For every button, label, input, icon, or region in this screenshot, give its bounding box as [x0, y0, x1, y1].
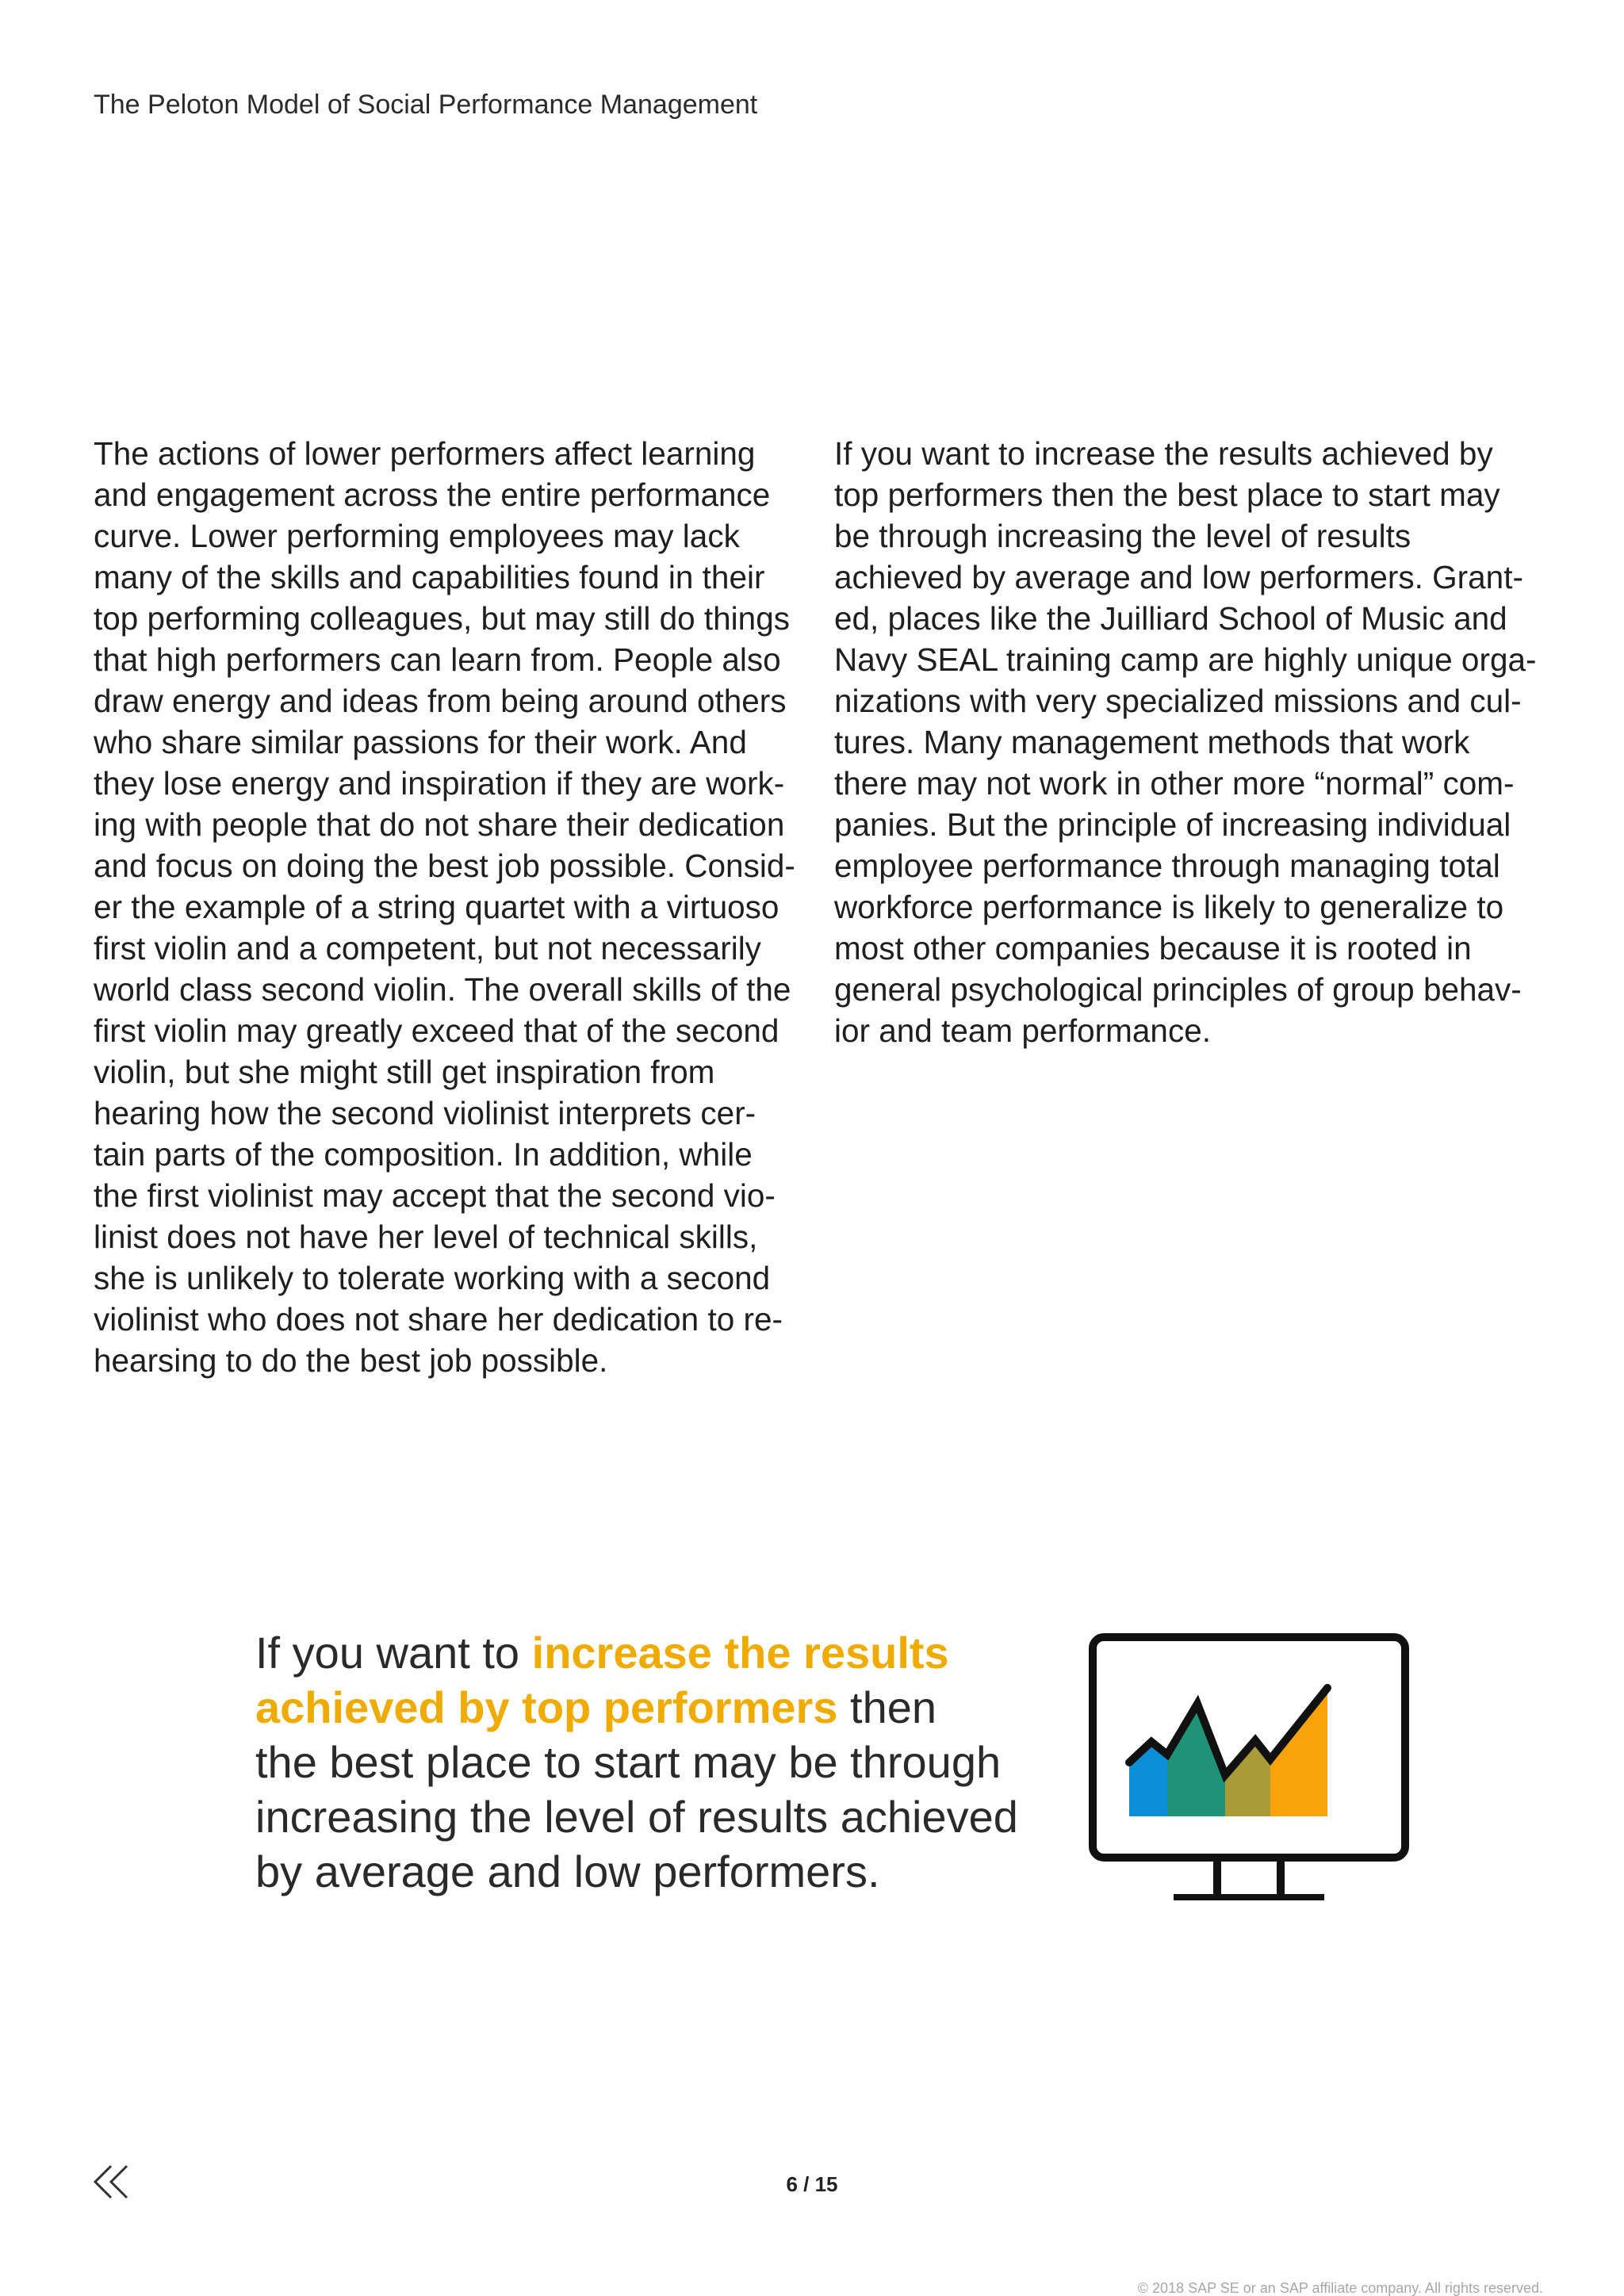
- body-text-line: curve. Lower performing employees may lack: [94, 518, 740, 554]
- body-text-line: violinist who does not share her dedication to re-: [94, 1301, 783, 1337]
- copyright-notice: © 2018 SAP SE or an SAP affiliate company. All rights reserved.: [1137, 2280, 1543, 2296]
- body-text-line: ior and team performance.: [834, 1012, 1211, 1049]
- running-header: The Peloton Model of Social Performance Management: [94, 90, 758, 120]
- pull-quote-highlight: increase the results: [531, 1628, 949, 1678]
- body-text-line: tures. Many management methods that work: [834, 724, 1470, 760]
- body-text-line: ing with people that do not share their dedication: [94, 806, 785, 843]
- body-text-line: there may not work in other more “normal” com-: [834, 765, 1515, 802]
- body-text-line: ed, places like the Juilliard School of Music and: [834, 600, 1507, 637]
- body-text-line: achieved by average and low performers. Grant-: [834, 559, 1523, 595]
- body-text-line: employee performance through managing total: [834, 848, 1500, 884]
- body-text-line: that high performers can learn from. People also: [94, 641, 781, 678]
- pull-quote-line: the best place to start may be through: [255, 1737, 1002, 1787]
- body-text-line: hearsing to do the best job possible.: [94, 1342, 608, 1379]
- body-text-line: and focus on doing the best job possible. Consid-: [94, 848, 795, 884]
- pull-quote-highlight: achieved by top performers: [255, 1682, 838, 1732]
- body-text-line: first violin and a competent, but not necessarily: [94, 930, 761, 966]
- body-text-line: nizations with very specialized missions and cul-: [834, 683, 1522, 719]
- pull-quote-text: then: [837, 1682, 937, 1732]
- body-column-right: [834, 433, 1548, 1051]
- body-text-line: world class second violin. The overall skills of the: [94, 971, 791, 1008]
- pull-quote-line: by average and low performers.: [255, 1846, 880, 1896]
- body-column-left: [94, 433, 811, 1381]
- body-text-line: panies. But the principle of increasing individual: [834, 806, 1511, 843]
- pull-quote: [255, 1625, 1032, 1899]
- body-text-line: workforce performance is likely to generalize to: [834, 889, 1504, 925]
- body-text-line: linist does not have her level of technical skills,: [94, 1219, 758, 1255]
- pull-quote-line: increasing the level of results achieved: [255, 1792, 1018, 1842]
- pull-quote-line: [255, 1625, 1032, 1680]
- monitor-chart-icon: [1086, 1629, 1411, 1907]
- body-text-line: If you want to increase the results achieved by: [834, 435, 1493, 472]
- body-text-line: Navy SEAL training camp are highly unique orga-: [834, 641, 1537, 678]
- body-text-line: and engagement across the entire performance: [94, 476, 771, 513]
- body-text-line: The actions of lower performers affect learning: [94, 435, 756, 472]
- body-text-line: hearing how the second violinist interprets cer-: [94, 1095, 756, 1131]
- body-text-line: draw energy and ideas from being around others: [94, 683, 787, 719]
- body-text-line: who share similar passions for their work. And: [94, 724, 747, 760]
- body-text-line: top performing colleagues, but may still do things: [94, 600, 790, 637]
- body-text-line: first violin may greatly exceed that of the second: [94, 1012, 779, 1049]
- body-text-line: they lose energy and inspiration if they are work-: [94, 765, 785, 802]
- body-text-line: many of the skills and capabilities found in their: [94, 559, 765, 595]
- body-text-line: general psychological principles of group behav-: [834, 971, 1522, 1008]
- body-text-line: be through increasing the level of results: [834, 518, 1411, 554]
- pull-quote-line: [255, 1680, 1032, 1735]
- pull-quote-text: If you want to: [255, 1628, 532, 1678]
- body-text-line: top performers then the best place to start may: [834, 476, 1500, 513]
- body-text-line: violin, but she might still get inspiration from: [94, 1054, 715, 1090]
- body-text-line: she is unlikely to tolerate working with a second: [94, 1260, 771, 1296]
- body-text-line: most other companies because it is rooted in: [834, 930, 1472, 966]
- body-text-line: tain parts of the composition. In addition, while: [94, 1136, 753, 1173]
- page-number: 6 / 15: [786, 2172, 838, 2196]
- body-text-line: the first violinist may accept that the second vio-: [94, 1177, 776, 1214]
- body-text-line: er the example of a string quartet with a virtuoso: [94, 889, 779, 925]
